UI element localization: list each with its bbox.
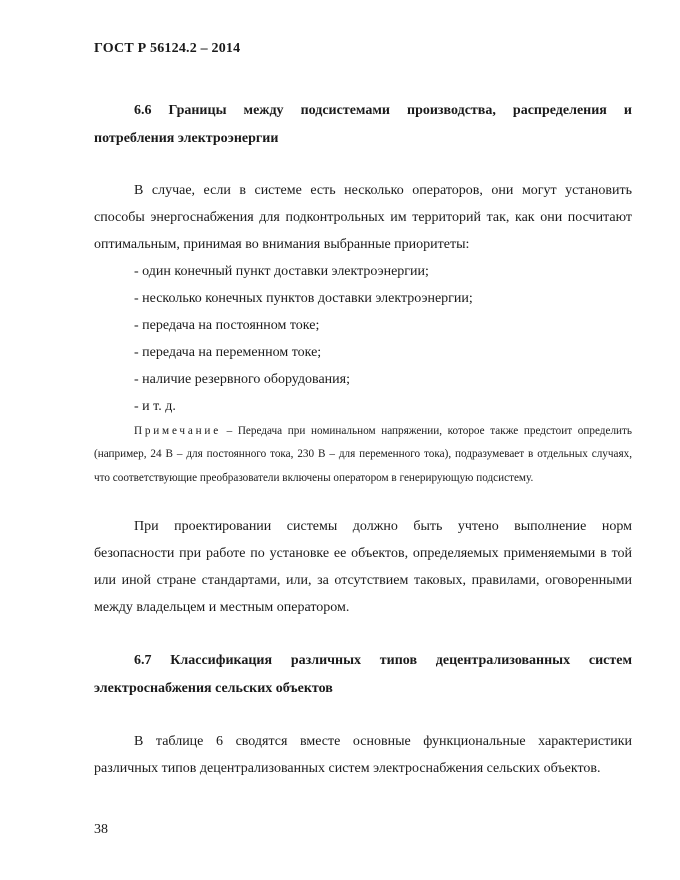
list-item: - передача на переменном токе; — [134, 345, 322, 360]
document-header: ГОСТ Р 56124.2 – 2014 — [94, 41, 241, 56]
list-item: - несколько конечных пунктов доставки электроэнергии; — [134, 291, 473, 306]
note-text: – Передача при номинальном напряжении, которое также предстоит определить (например, 24 В – для постоянного тока, 230 В – для переменного тока), подразумевает в отдельных случаях, что соответствующие преобразователи включены оператором в генерирующую подсистему. — [94, 425, 632, 484]
section-6-6-intro-paragraph: В случае, если в системе есть несколько операторов, они могут установить способы энергоснабжения для подконтрольных им территорий так, как они посчитают оптимальным, принимая во внимания выбранные приоритеты: — [94, 183, 632, 252]
list-item: - один конечный пункт доставки электроэнергии; — [134, 264, 429, 279]
section-6-7-paragraph: В таблице 6 сводятся вместе основные функциональные характеристики различных типов децентрализованных систем электроснабжения сельских объектов. — [94, 734, 632, 776]
section-6-7-heading: 6.7 Классификация различных типов децентрализованных систем электроснабжения сельских объектов — [94, 653, 632, 696]
note-paragraph — [94, 420, 632, 490]
list-item: - и т. д. — [134, 399, 176, 414]
page-number: 38 — [94, 822, 108, 837]
list-item: - передача на постоянном токе; — [134, 318, 320, 333]
note-label: Примечание — [134, 425, 221, 437]
section-6-6-heading: 6.6 Границы между подсистемами производства, распределения и потребления электроэнергии — [94, 103, 632, 146]
section-6-6-safety-paragraph: При проектировании системы должно быть учтено выполнение норм безопасности при работе по установке ее объектов, определяемых применяемыми в той или иной стране стандартами, или, за отсутствием таковых, правилами, оговоренными между владельцем и местным оператором. — [94, 519, 632, 615]
list-item: - наличие резервного оборудования; — [134, 372, 350, 387]
